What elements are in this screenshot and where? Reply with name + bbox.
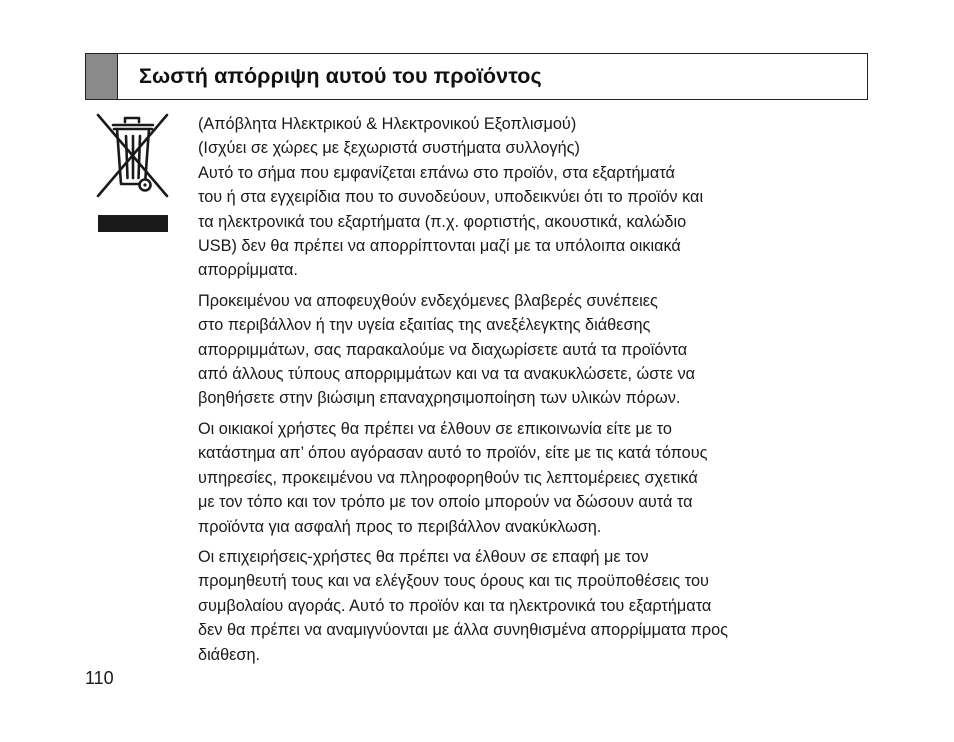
text-line: Προκειμένου να αποφευχθούν ενδεχόμενες βλαβερές συνέπειες <box>198 291 658 310</box>
paragraph <box>198 289 858 411</box>
paragraph <box>198 417 858 539</box>
page-number: 110 <box>85 668 114 688</box>
section-header-tab <box>86 54 118 99</box>
text-line: προϊόντα για ασφαλή προς το περιβάλλον ανακύκλωση. <box>198 517 602 536</box>
text-line: βοηθήσετε στην βιώσιμη επαναχρησιμοποίηση των υλικών πόρων. <box>198 389 681 408</box>
text-line: συμβολαίου αγοράς. Αυτό το προϊόν και τα ηλεκτρονικά του εξαρτήματα <box>198 596 712 615</box>
text-line: απορριμμάτων, σας παρακαλούμε να διαχωρίσετε αυτά τα προϊόντα <box>198 340 688 359</box>
text-line: προμηθευτή τους και να ελέγξουν τους όρους και τις προϋποθέσεις του <box>198 572 709 591</box>
text-line: από άλλους τύπους απορριμμάτων και να τα ανακυκλώσετε, ώστε να <box>198 365 696 384</box>
crossed-out-wheelie-bin-icon <box>95 112 171 204</box>
text-line: του ή στα εγχειρίδια που το συνοδεύουν, υποδεικνύει ότι το προϊόν και <box>198 188 704 207</box>
paragraph <box>198 161 858 283</box>
text-line: με τον τόπο και τον τρόπο με τον οποίο μπορούν να δώσουν αυτά τα <box>198 493 693 512</box>
section-title: Σωστή απόρριψη αυτού του προϊόντος <box>139 64 542 88</box>
subtitle-line: (Ισχύει σε χώρες με ξεχωριστά συστήματα συλλογής) <box>198 139 580 158</box>
subtitle-line: (Απόβλητα Ηλεκτρικού & Ηλεκτρονικού Εξοπλισμού) <box>198 115 577 133</box>
text-line: υπηρεσίες, προκειμένου να πληροφορηθούν τις λεπτομέρειες σχετικά <box>198 468 698 487</box>
text-line: USB) δεν θα πρέπει να απορρίπτονται μαζί με τα υπόλοιπα οικιακά <box>198 237 681 256</box>
section-header <box>85 53 868 100</box>
text-line: απορρίμματα. <box>198 261 298 280</box>
text-line: κατάστημα απ’ όπου αγόρασαν αυτό το προϊόν, είτε με τις κατά τόπους <box>198 444 708 463</box>
paragraph <box>198 545 858 667</box>
text-line: Αυτό το σήμα που εμφανίζεται επάνω στο προϊόν, στα εξαρτήματά <box>198 163 675 182</box>
weee-marking-bar <box>98 215 168 232</box>
text-line: δεν θα πρέπει να αναμιγνύονται με άλλα συνηθισμένα απορρίμματα προς <box>198 621 728 640</box>
text-line: στο περιβάλλον ή την υγεία εξαιτίας της ανεξέλεγκτης διάθεσης <box>198 316 651 335</box>
text-line: Οι οικιακοί χρήστες θα πρέπει να έλθουν σε επικοινωνία είτε με το <box>198 419 672 438</box>
disposal-text <box>198 112 858 667</box>
text-line: διάθεση. <box>198 645 261 664</box>
text-line: Οι επιχειρήσεις-χρήστες θα πρέπει να έλθουν σε επαφή με τον <box>198 547 649 566</box>
text-line: τα ηλεκτρονικά του εξαρτήματα (π.χ. φορτιστής, ακουστικά, καλώδιο <box>198 212 687 231</box>
